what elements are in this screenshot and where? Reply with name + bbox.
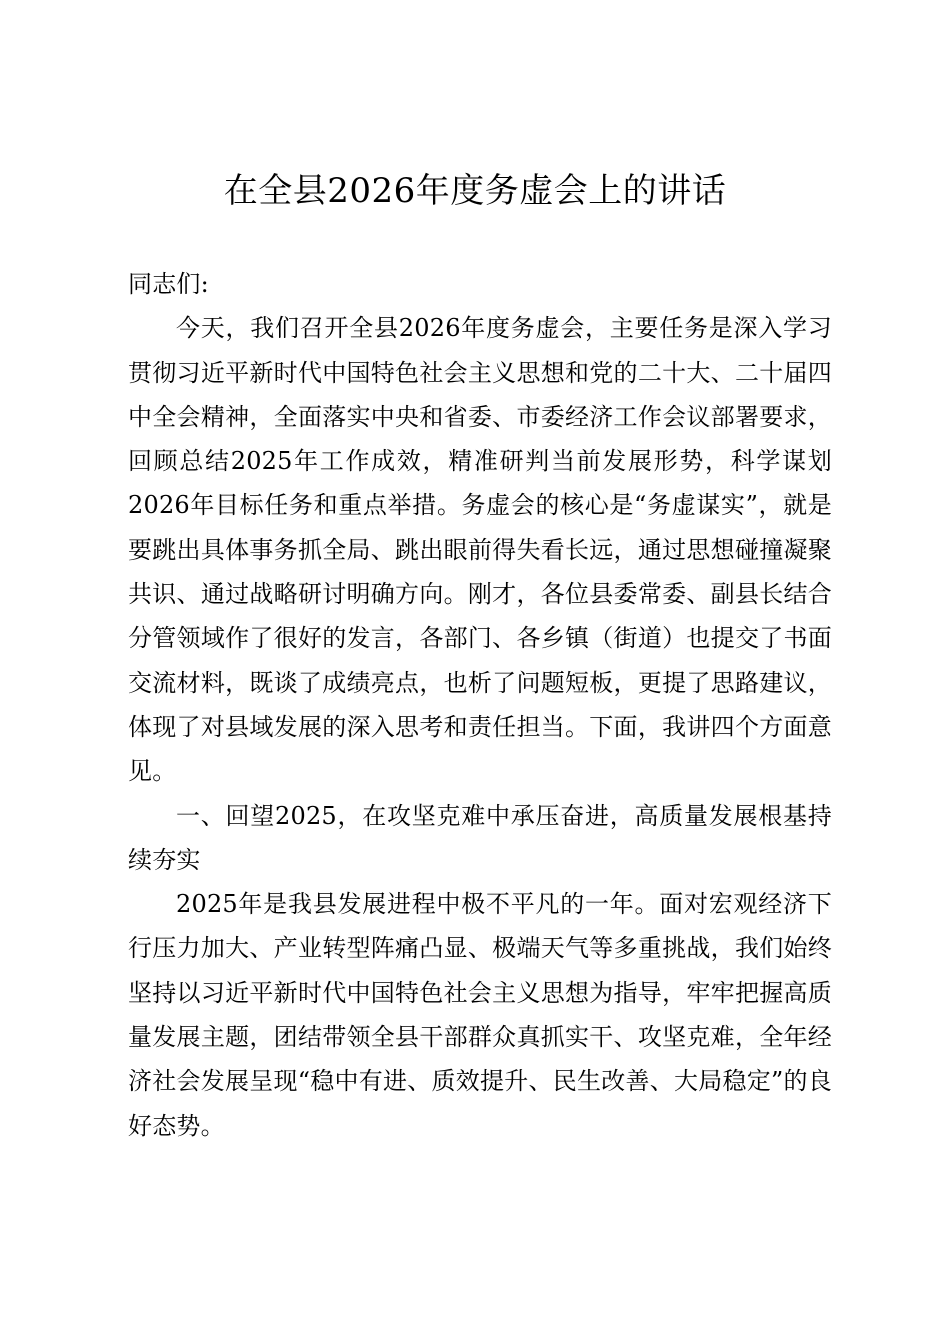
paragraph-2025-review: 2025年是我县发展进程中极不平凡的一年。面对宏观经济下行压力加大、产业转型阵痛凸显、极端天气等多重挑战，我们始终坚持以习近平新时代中国特色社会主义思想为指导，牢牢把握高质量发展主题，团结带领全县干部群众真抓实干、攻坚克难，全年经济社会发展呈现“稳中有进、质效提升、民生改善、大局稳定”的良好态势。 <box>128 890 832 1140</box>
salutation: 同志们: <box>128 270 209 298</box>
document-body <box>128 262 832 1148</box>
section-heading-one: 一、回望2025，在攻坚克难中承压奋进，高质量发展根基持续夯实 <box>128 801 832 874</box>
paragraph-intro: 今天，我们召开全县2026年度务虚会，主要任务是深入学习贯彻习近平新时代中国特色社会主义思想和党的二十大、二十届四中全会精神，全面落实中央和省委、市委经济工作会议部署要求，回顾总结2025年工作成效，精准研判当前发展形势，科学谋划2026年目标任务和重点举措。务虚会的核心是“务虚谋实”，就是要跳出具体事务抓全局、跳出眼前得失看长远，通过思想碰撞凝聚共识、通过战略研讨明确方向。刚才，各位县委常委、副县长结合分管领域作了很好的发言，各部门、各乡镇（街道）也提交了书面交流材料，既谈了成绩亮点，也析了问题短板，更提了思路建议，体现了对县域发展的深入思考和责任担当。下面，我讲四个方面意见。 <box>128 314 832 786</box>
document-title: 在全县2026年度务虚会上的讲话 <box>223 171 727 211</box>
